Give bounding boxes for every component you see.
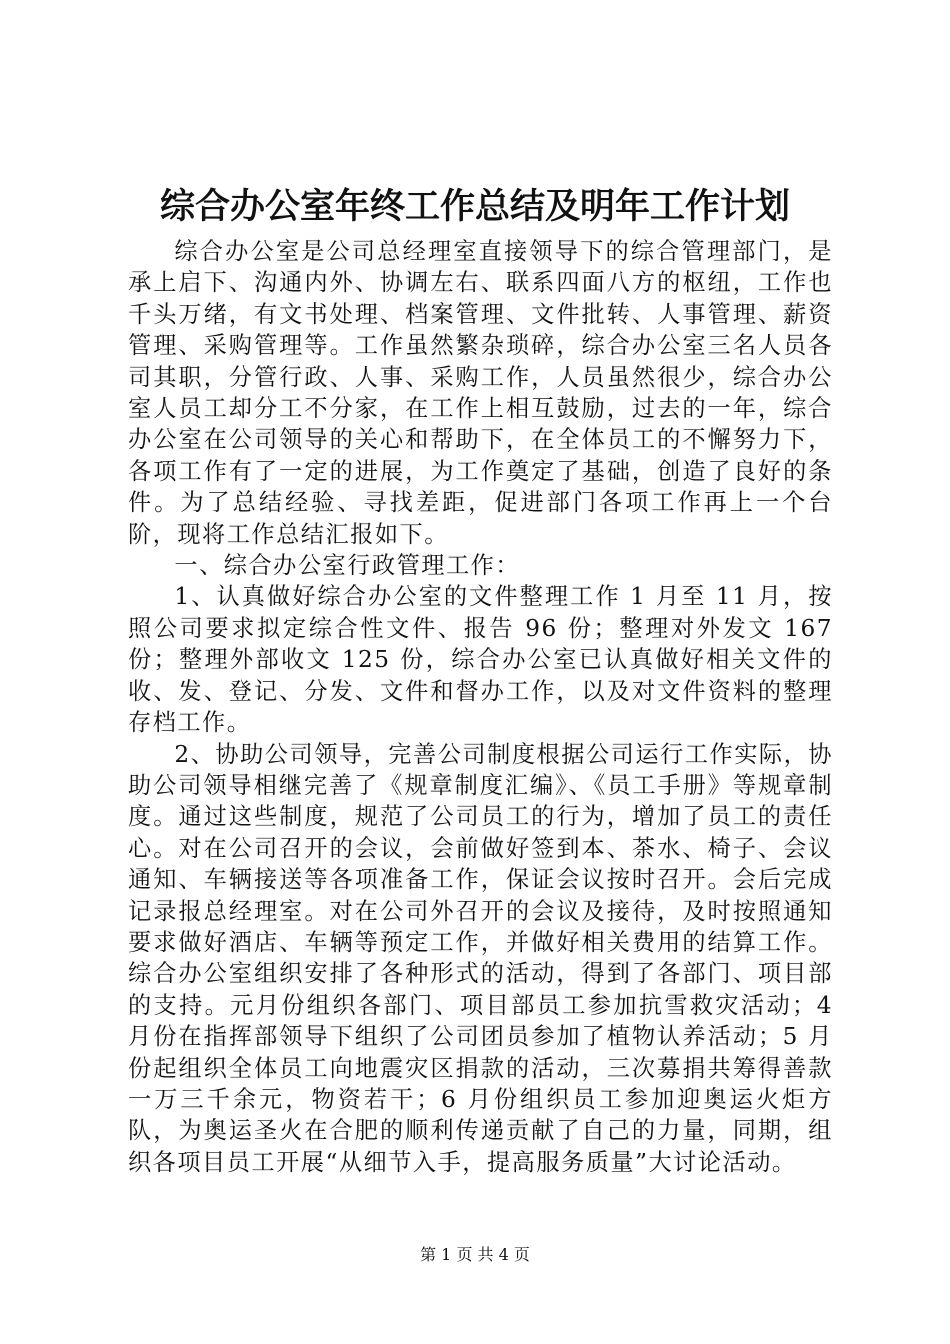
document-title: 综合办公室年终工作总结及明年工作计划 [159,187,790,227]
paragraph-item-1: 1、认真做好综合办公室的文件整理工作 1 月至 11 月，按照公司要求拟定综合性文件、报告 96 份；整理对外发文 167 份；整理外部收文 125 份，综合办公室已认真做好相关文件的收、发、登记、分发、文件和督办工作，以及对文件资料的整理存档工作。 [128,583,833,737]
section-heading-admin: 一、综合办公室行政管理工作： [174,552,521,580]
document-body [128,236,833,1178]
page-footer: 第 1 页 共 4 页 [420,1245,530,1264]
paragraph-intro: 综合办公室是公司总经理室直接领导下的综合管理部门，是承上启下、沟通内外、协调左右、联系四面八方的枢纽，工作也千头万绪，有文书处理、档案管理、文件批转、人事管理、薪资管理、采购管理等。工作虽然繁杂琐碎，综合办公室三名人员各司其职，分管行政、人事、采购工作，人员虽然很少，综合办公室人员工却分工不分家，在工作上相互鼓励，过去的一年，综合办公室在公司领导的关心和帮助下，在全体员工的不懈努力下，各项工作有了一定的进展，为工作奠定了基础，创造了良好的条件。为了总结经验、寻找差距，促进部门各项工作再上一个台阶，现将工作总结汇报如下。 [128,238,833,548]
paragraph-item-2: 2、协助公司领导，完善公司制度根据公司运行工作实际，协助公司领导相继完善了《规章制度汇编》、《员工手册》等规章制度。通过这些制度，规范了公司员工的行为，增加了员工的责任心。对在公司召开的会议，会前做好签到本、茶水、椅子、会议通知、车辆接送等各项准备工作，保证会议按时召开。会后完成记录报总经理室。对在公司外召开的会议及接待，及时按照通知要求做好酒店、车辆等预定工作，并做好相关费用的结算工作。综合办公室组织安排了各种形式的活动，得到了各部门、项目部的支持。元月份组织各部门、项目部员工参加抗雪救灾活动；4 月份在指挥部领导下组织了公司团员参加了植物认养活动；5 月份起组织全体员工向地震灾区捐款的活动，三次募捐共筹得善款一万三千余元，物资若干；6 月份组织员工参加迎奥运火炬方队，为奥运圣火在合肥的顺利传递贡献了自己的力量，同期，组织各项目员工开展“从细节入手，提高服务质量”大讨论活动。 [128,740,833,1176]
